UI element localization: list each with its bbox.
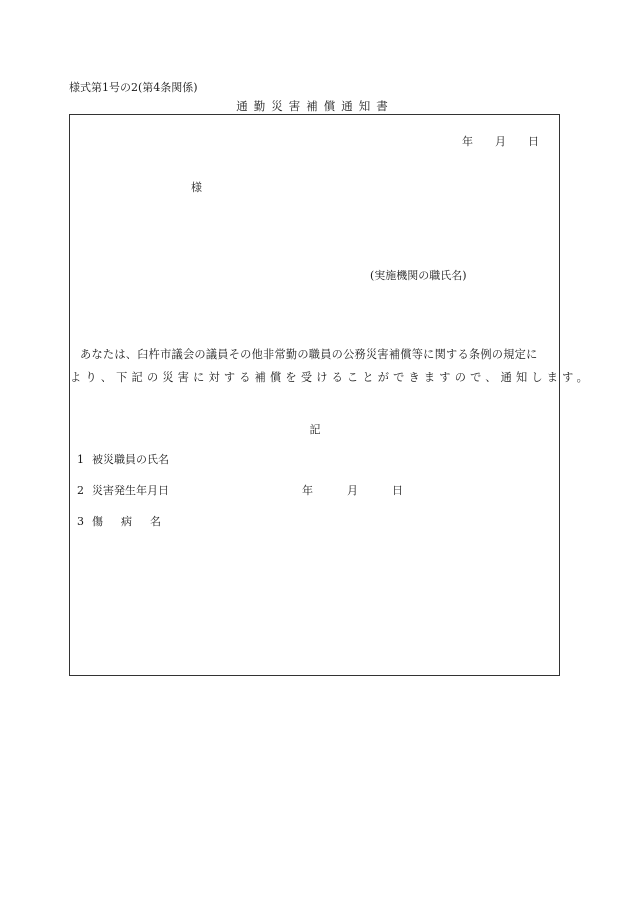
incident-day-label: 日 [392, 484, 403, 497]
ki-heading: 記 [309, 423, 321, 436]
issuer-placeholder: (実施機関の職氏名) [370, 269, 467, 282]
incident-date-fields [302, 482, 403, 498]
notice-date [462, 133, 539, 149]
item-label-part: 病 [121, 515, 150, 528]
incident-year-label: 年 [302, 484, 313, 497]
incident-month-label: 月 [347, 484, 358, 497]
addressee-honorific: 様 [191, 181, 202, 194]
item-number: 2 [77, 484, 84, 497]
document-title: 通勤災害補償通知書 [236, 99, 394, 113]
item-injured-name [77, 451, 169, 467]
item-number: 1 [77, 453, 84, 466]
body-text-line-1: あなたは、臼杵市議会の議員その他非常勤の職員の公務災害補償等に関する条例の規定に [80, 348, 538, 361]
body-text-line-2: より、下記の災害に対する補償を受けることができますので、通知します。 [70, 371, 593, 384]
item-number: 3 [77, 515, 84, 528]
date-year-label: 年 [462, 135, 473, 148]
date-day-label: 日 [528, 135, 539, 148]
item-incident-date [77, 482, 169, 498]
date-month-label: 月 [495, 135, 506, 148]
item-label: 災害発生年月日 [92, 484, 169, 497]
item-label-part: 名 [150, 515, 161, 528]
item-injury-name [77, 513, 161, 529]
form-number: 様式第1号の2(第4条関係) [69, 81, 198, 94]
item-label-part: 傷 [92, 515, 121, 528]
form-frame [69, 114, 560, 676]
item-label: 被災職員の氏名 [92, 453, 169, 466]
